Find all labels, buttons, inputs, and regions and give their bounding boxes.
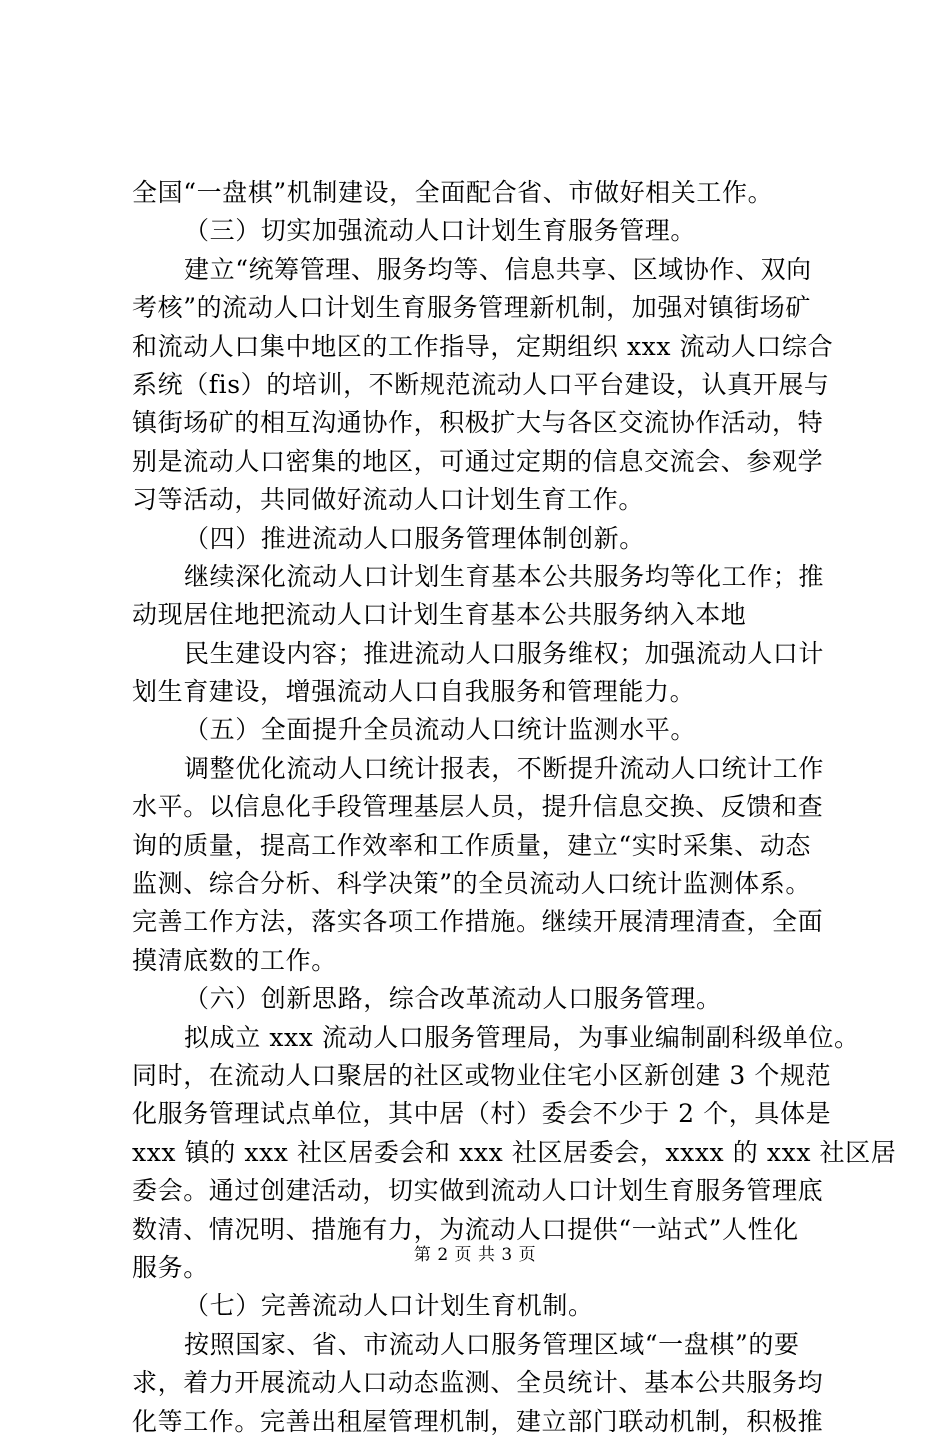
text-line: （七）完善流动人口计划生育机制。 <box>184 1291 594 1321</box>
text-line: 调整优化流动人口统计报表，不断提升流动人口统计工作 <box>184 753 825 783</box>
text-line: 镇街场矿的相互沟通协作，积极扩大与各区交流协作活动，特 <box>132 408 824 438</box>
text-line: （六）创新思路，综合改革流动人口服务管理。 <box>184 984 722 1014</box>
text-line: 询的质量，提高工作效率和工作质量，建立“实时采集、动态 <box>132 830 811 860</box>
text-line: （三）切实加强流动人口计划生育服务管理。 <box>184 216 697 246</box>
text-line: 求，着力开展流动人口动态监测、全员统计、基本公共服务均 <box>132 1368 824 1398</box>
text-line: 系统（fis）的培训，不断规范流动人口平台建设，认真开展与 <box>132 369 830 399</box>
text-line: 完善工作方法，落实各项工作措施。继续开展清理清查，全面 <box>132 907 824 937</box>
text-line: 摸清底数的工作。 <box>132 945 337 975</box>
text-line: 考核”的流动人口计划生育服务管理新机制，加强对镇街场矿 <box>132 293 811 323</box>
text-line: 建立“统筹管理、服务均等、信息共享、区域协作、双向 <box>184 254 812 284</box>
text-line: xxx 镇的 xxx 社区居委会和 xxx 社区居委会，xxxx 的 xxx 社区居 <box>132 1137 897 1167</box>
text-line: 民生建设内容；推进流动人口服务维权；加强流动人口计 <box>184 638 825 668</box>
text-line: 按照国家、省、市流动人口服务管理区域“一盘棋”的要 <box>184 1329 800 1359</box>
text-line: 拟成立 xxx 流动人口服务管理局，为事业编制副科级单位。 <box>184 1022 860 1052</box>
text-line: 同时，在流动人口聚居的社区或物业住宅小区新创建 3 个规范 <box>132 1060 832 1090</box>
text-line: （四）推进流动人口服务管理体制创新。 <box>184 523 645 553</box>
text-line: 化等工作。完善出租屋管理机制，建立部门联动机制，积极推 <box>132 1406 824 1436</box>
text-line: 委会。通过创建活动，切实做到流动人口计划生育服务管理底 <box>132 1176 824 1206</box>
text-line: 化服务管理试点单位，其中居（村）委会不少于 2 个，具体是 <box>132 1099 832 1129</box>
text-line: 继续深化流动人口计划生育基本公共服务均等化工作；推 <box>184 561 825 591</box>
text-line: （五）全面提升全员流动人口统计监测水平。 <box>184 715 697 745</box>
text-line: 动现居住地把流动人口计划生育基本公共服务纳入本地 <box>132 600 747 630</box>
text-line: 全国“一盘棋”机制建设，全面配合省、市做好相关工作。 <box>132 178 774 207</box>
text-line: 数清、情况明、措施有力，为流动人口提供“一站式”人性化 <box>132 1214 799 1244</box>
text-line: 别是流动人口密集的地区，可通过定期的信息交流会、参观学 <box>132 446 824 476</box>
page-footer: 第 2 页 共 3 页 <box>413 1245 537 1265</box>
text-line: 服务。 <box>132 1252 209 1282</box>
text-line: 监测、综合分析、科学决策”的全员流动人口统计监测体系。 <box>132 869 811 899</box>
text-line: 划生育建设，增强流动人口自我服务和管理能力。 <box>132 677 696 707</box>
text-line: 习等活动，共同做好流动人口计划生育工作。 <box>132 485 645 515</box>
text-line: 水平。以信息化手段管理基层人员，提升信息交换、反馈和查 <box>132 792 824 822</box>
text-line: 和流动人口集中地区的工作指导，定期组织 xxx 流动人口综合 <box>132 331 834 361</box>
